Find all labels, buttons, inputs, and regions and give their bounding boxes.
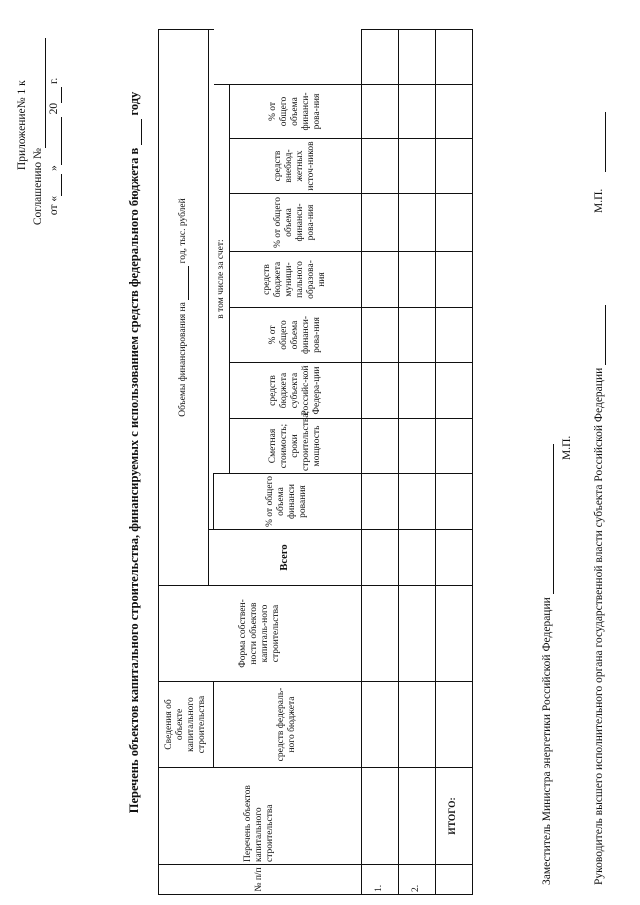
header-sub-3: % от общего объема финанси-рова-ния xyxy=(229,308,361,363)
stamp-1: М.П. xyxy=(561,435,573,460)
year-blank xyxy=(61,87,62,103)
header-sub-5: % от общего объема финанси-рова-ния xyxy=(229,194,361,252)
signature-deputy-minister xyxy=(540,444,554,885)
stamp-2 xyxy=(592,112,606,213)
table-row xyxy=(398,30,435,895)
objects-table xyxy=(158,29,473,895)
month-blank xyxy=(61,117,62,165)
header-sub-0: средств федераль-ного бюджета xyxy=(214,682,362,768)
appendix-date-close: » xyxy=(48,165,60,171)
appendix-year-suffix: г. xyxy=(48,77,60,84)
row-num: 1. xyxy=(361,865,398,895)
header-ownership: Форма собствен-ности объектов капиталь-ного строительства xyxy=(159,586,362,682)
appendix-date-open: от « xyxy=(48,195,60,216)
financing-suffix: год, тыс. рублей xyxy=(178,198,188,264)
stamp-2-label: М.П. xyxy=(593,188,605,213)
header-sub-1: % от общего объема финанси рования xyxy=(214,474,362,530)
head-region-signature-line xyxy=(605,305,606,365)
signature-head-region xyxy=(592,305,606,885)
table-row-total xyxy=(435,30,472,895)
title-year-blank xyxy=(141,119,142,145)
header-incl: в том числе за счет: xyxy=(214,85,230,474)
stamp-2-line xyxy=(605,112,606,172)
header-info-sub: Сметная стоимость; сроки строительства; мощность xyxy=(229,419,361,474)
appendix-agreement-label: Соглашению № xyxy=(32,148,44,226)
total-label: ИТОГО: xyxy=(435,768,472,865)
title-main: Перечень объектов капитального строительства, финансируемых с использованием средств федерального бюджета в xyxy=(127,147,141,814)
financing-prefix: Объемы финансирования на xyxy=(178,302,188,417)
header-sub-2: средств бюджета субъекта Российс-кой Федера-ции xyxy=(229,363,361,419)
header-objects: Перечень объектов капитального строительства xyxy=(159,768,362,865)
appendix-block xyxy=(14,38,62,230)
row-num: 2. xyxy=(398,865,435,895)
day-blank xyxy=(61,174,62,196)
deputy-minister-label: Заместитель Министра энергетики Российской Федерации xyxy=(541,597,553,885)
header-info: Сведения об объекте капитального строительства xyxy=(159,682,214,768)
header-total: Всего xyxy=(209,530,362,586)
table-row xyxy=(361,30,398,895)
appendix-line1: Приложение№ 1 к xyxy=(16,80,28,171)
document-title xyxy=(127,0,142,905)
appendix-year-prefix: 20 xyxy=(48,102,60,115)
header-sub-4: средств бюджета муници-пального образова-ния xyxy=(229,252,361,308)
financing-year-blank xyxy=(188,266,189,300)
header-sub-7: % от общего объема финанси-рова-ния xyxy=(229,85,361,139)
header-financing xyxy=(159,30,209,586)
head-region-label: Руководитель высшего исполнительного органа государственной власти субъекта Российской Федерации xyxy=(593,367,605,885)
deputy-signature-line xyxy=(553,444,554,594)
header-sub-6: средств внебюд-жетных источ-ников xyxy=(229,139,361,194)
header-num: № п/п xyxy=(159,865,362,895)
title-suffix: году xyxy=(127,91,141,116)
